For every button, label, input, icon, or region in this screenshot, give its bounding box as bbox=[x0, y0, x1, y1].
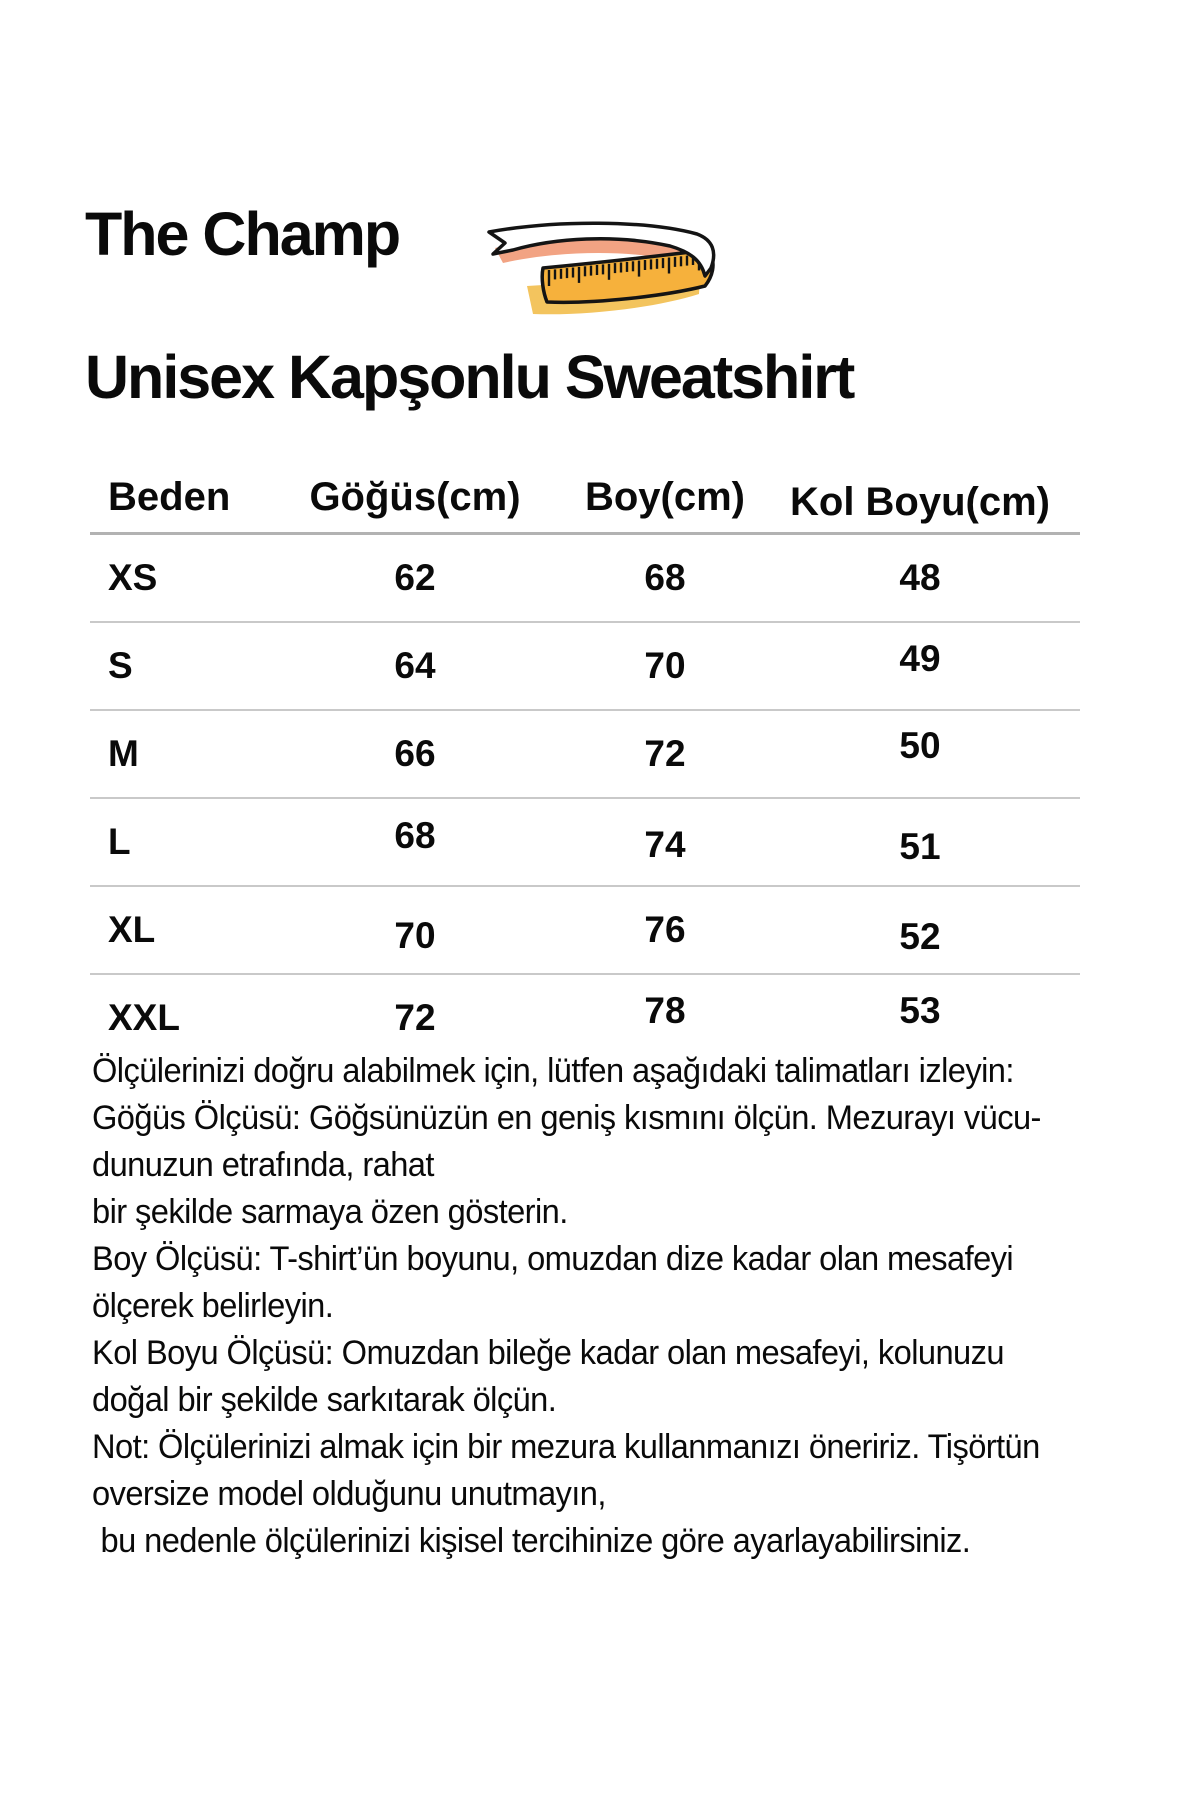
size-table bbox=[90, 458, 1080, 1061]
size-label: XS bbox=[108, 557, 158, 598]
column-header-chest: Göğüs(cm) bbox=[260, 458, 570, 534]
instructions-line: Göğüs Ölçüsü: Göğsünüzün en geniş kısmını ölçün. Mezurayı vücu- bbox=[92, 1099, 1041, 1137]
size-label: L bbox=[90, 798, 260, 886]
chest-value: 72 bbox=[260, 974, 570, 1061]
instructions-line: doğal bir şekilde sarkıtarak ölçün. bbox=[92, 1381, 557, 1419]
chest-value: 64 bbox=[260, 622, 570, 710]
length-value: 76 bbox=[570, 886, 760, 974]
instructions-line: Not: Ölçülerinizi almak için bir mezura kullanmanızı öneririz. Tişörtün bbox=[92, 1428, 1040, 1466]
title-row bbox=[85, 190, 853, 333]
instructions-line: Boy Ölçüsü: T-shirt’ün boyunu, omuzdan dize kadar olan mesafeyi bbox=[92, 1240, 1014, 1278]
size-label: XL bbox=[90, 886, 260, 974]
table-row-s bbox=[90, 622, 1080, 710]
brand-title: The Champ bbox=[85, 200, 400, 268]
sleeve-value: 50 bbox=[760, 702, 1080, 790]
length-value: 74 bbox=[570, 801, 760, 889]
size-label: M bbox=[90, 710, 260, 798]
table-row-l bbox=[90, 798, 1080, 886]
chest-value: 70 bbox=[260, 892, 570, 980]
chest-value: 68 bbox=[260, 792, 570, 880]
measurement-instructions bbox=[92, 1048, 1172, 1565]
instructions-line: bu nedenle ölçülerinizi kişisel tercihinize göre ayarlayabilirsiniz. bbox=[92, 1522, 971, 1560]
length-value: 68 bbox=[644, 557, 686, 598]
measuring-tape-icon bbox=[465, 198, 725, 333]
title-block bbox=[85, 190, 853, 421]
chest-value: 66 bbox=[260, 710, 570, 798]
length-value: 70 bbox=[570, 622, 760, 710]
instructions-line: dunuzun etrafında, rahat bbox=[92, 1146, 434, 1184]
length-value: 78 bbox=[570, 967, 760, 1054]
sleeve-value: 51 bbox=[760, 803, 1080, 891]
table-row-xl bbox=[90, 886, 1080, 974]
instructions-line: ölçerek belirleyin. bbox=[92, 1287, 334, 1325]
instructions-line: Ölçülerinizi doğru alabilmek için, lütfen aşağıdaki talimatları izleyin: bbox=[92, 1052, 1014, 1090]
table-row-xs bbox=[90, 534, 1080, 623]
sleeve-value: 48 bbox=[899, 557, 941, 598]
column-header-size: Beden bbox=[90, 458, 260, 534]
instructions-line: Kol Boyu Ölçüsü: Omuzdan bileğe kadar olan mesafeyi, kolunuzu bbox=[92, 1334, 1004, 1372]
sleeve-value: 52 bbox=[760, 893, 1080, 981]
size-table-header-row bbox=[90, 458, 1080, 534]
sleeve-value: 49 bbox=[760, 615, 1080, 703]
instructions-line: bir şekilde sarmaya özen gösterin. bbox=[92, 1193, 568, 1231]
column-header-length: Boy(cm) bbox=[570, 458, 760, 534]
product-title: Unisex Kapşonlu Sweatshirt bbox=[85, 343, 854, 411]
column-header-sleeve: Kol Boyu(cm) bbox=[760, 463, 1080, 539]
length-value: 72 bbox=[570, 710, 760, 798]
size-label: S bbox=[90, 622, 260, 710]
table-row-m bbox=[90, 710, 1080, 798]
instructions-line: oversize model olduğunu unutmayın, bbox=[92, 1475, 606, 1513]
sleeve-value: 53 bbox=[760, 967, 1080, 1054]
chest-value: 62 bbox=[394, 557, 436, 598]
size-label: XXL bbox=[90, 974, 260, 1061]
